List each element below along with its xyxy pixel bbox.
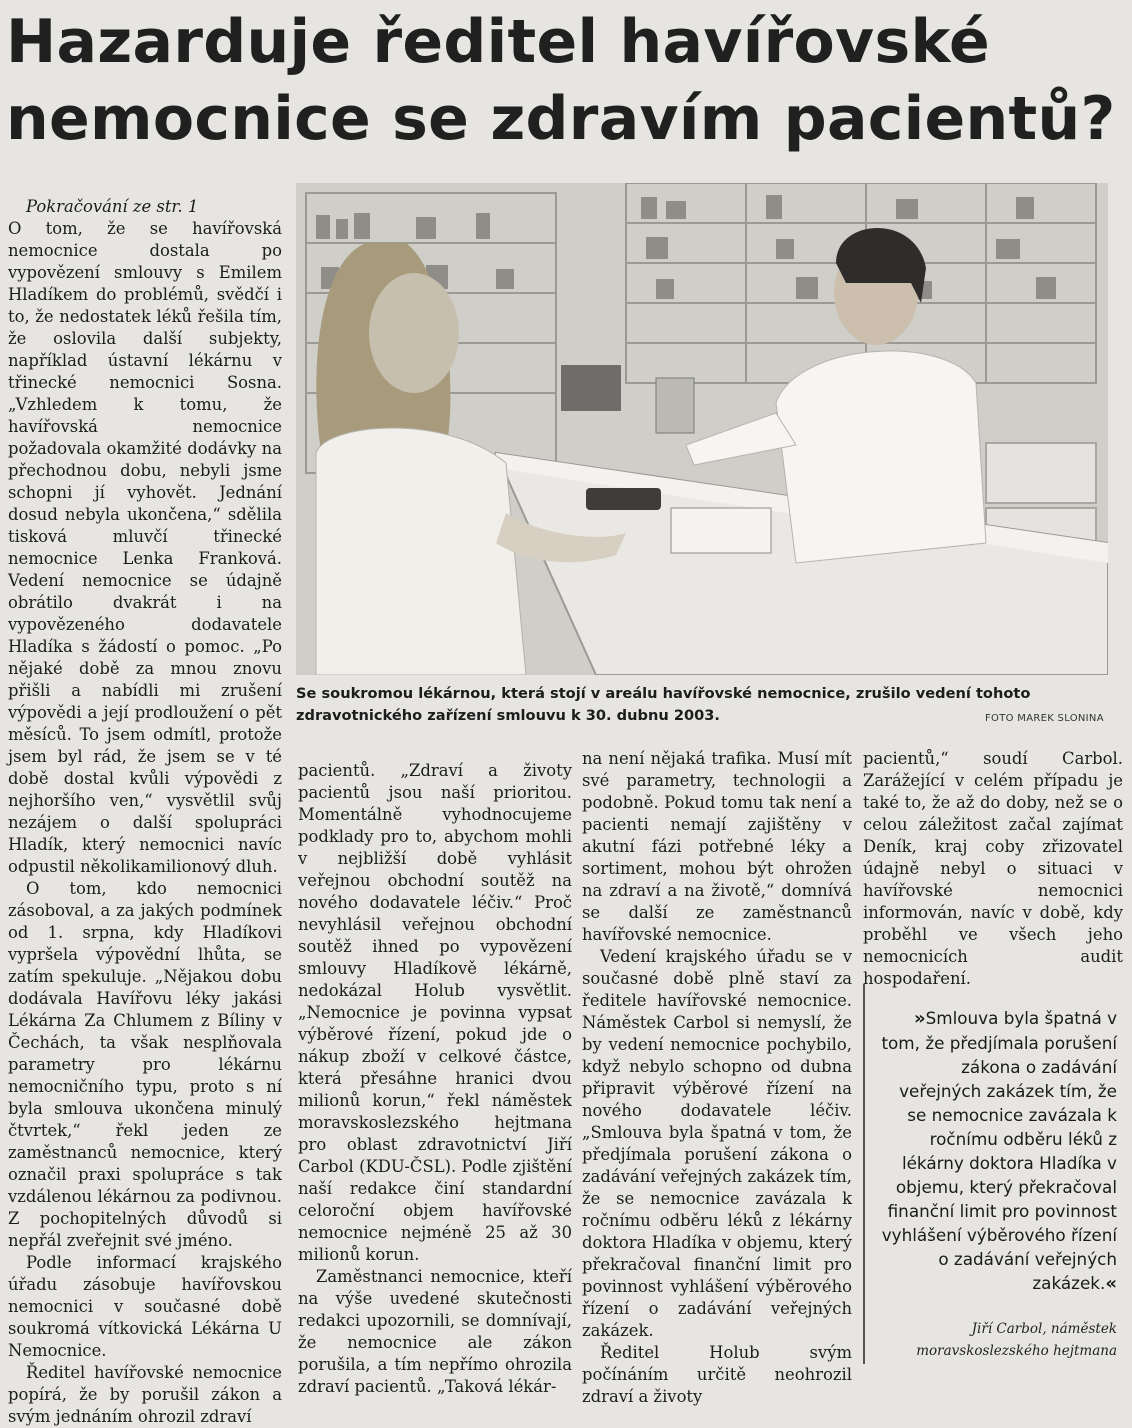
headline-line-2: nemocnice se zdravím pacientů?: [6, 84, 1116, 154]
article-column-2: [298, 760, 572, 1398]
paragraph: pacientů. „Zdraví a životy pacientů jsou naší prioritou. Momentálně vyhodnocujeme podklady pro to, abychom mohli v nejbližší době vyhlásit veřejnou obchodní soutěž na nového dodavatele léčiv.“ Proč nevyhlásil veřejnou obchodní soutěž ihned po vypovězení smlouvy Hladíkově lékárně, nedokázal Holub vysvětlit. „Nemocnice je povinna vypsat výběrové řízení, pokud jde o nákup zboží v celkové částce, která přesáhne hranici dvou milionů korun,“ řekl náměstek moravskoslezského hejtmana pro oblast zdravotnictví Jiří Carbol (KDU-ČSL). Podle zjištění naší redakce činí standardní celoroční objem havířovské nemocnice nejméně 25 až 30 milionů korun.: [298, 761, 572, 1264]
paragraph: na není nějaká trafika. Musí mít své parametry, technologii a podobně. Pokud tomu tak není a pacienti nemají zajištěny v akutní fázi potřebné léky a sortiment, mohou být ohrožen na zdraví a na životě,“ domnívá se další ze zaměstnanců havířovské nemocnice.: [582, 749, 852, 944]
headline: [6, 4, 1126, 158]
article-column-3: [582, 748, 852, 1408]
article-column-1: [8, 196, 282, 1428]
paragraph: Vedení krajského úřadu se v současné době plně staví za ředitele havířovské nemocnice. Náměstek Carbol si nemyslí, že by vedení nemocnice pochybilo, když nebylo schopno od dubna připravit výběrové řízení na nového dodavatele léčiv. „Smlouva byla špatná v tom, že předjímala porušení zákona o zadávání veřejných zakázek tím, že se nemocnice zavázala k ročnímu odběru léků z lékárny doktora Hladíka v objemu, který překračoval finanční limit pro povinnost vyhlášení výběrového řízení o zadávání veřejných zakázek.: [582, 947, 852, 1340]
pull-quote-body: Smlouva byla špatná v tom, že předjímala porušení zákona o zadávání veřejných zakázek tím, že se nemocnice zavázala k ročnímu odběru léků z lékárny doktora Hladíka v objemu, který překračoval finanční limit pro povinnost vyhlášení výběrového řízení o zadávání veřejných zakázek.: [881, 1008, 1117, 1293]
photo-caption: Se soukromou lékárnou, která stojí v areálu havířovské nemocnice, zrušilo vedení tohoto zdravotnického zařízení smlouvu k 30. dubnu 2003.: [296, 685, 1031, 724]
pharmacy-photo: [296, 183, 1108, 675]
paragraph: O tom, kdo nemocnici zásoboval, a za jakých podmínek od 1. srpna, kdy Hladíkovi vypršela výpovědní lhůta, se zatím spekuluje. „Nějakou dobu dodávala Havířovu léky jakási Lékárna Za Chlumem z Bíliny v Čechách, ta však nesplňovala parametry pro lékárnu nemocničního typu, proto s ní byla smlouva ukončena minulý čtvrtek,“ řekl jeden ze zaměstnanců nemocnice, který označil praxi spolupráce s tak vzdálenou lékárnou za podivnou. Z pochopitelných důvodů si nepřál zveřejnit své jméno.: [8, 879, 282, 1250]
quote-close-mark: «: [1105, 1273, 1117, 1294]
paragraph: Podle informací krajského úřadu zásobuje havířovskou nemocnici v současné době soukromá vítkovická Lékárna U Nemocnice.: [8, 1253, 282, 1360]
continuation-note: Pokračování ze str. 1: [26, 197, 199, 216]
paragraph: O tom, že se havířovská nemocnice dostala po vypovězení smlouvy s Emilem Hladíkem do problémů, svědčí i to, že nedostatek léků řešila tím, že oslovila další subjekty, například ústavní lékárnu v třinecké nemocnici Sosna. „Vzhledem k tomu, že havířovská nemocnice požadovala okamžité dodávky na přechodnou dobu, nebyli jsme schopni jí vyhovět. Jednání dosud nebyla ukončena,“ sdělila tisková mluvčí třinecké nemocnice Lenka Franková. Vedení nemocnice se údajně obrátilo dvakrát i na vypovězeného dodavatele Hladíka s žádostí o pomoc. „Po nějaké době za mnou znovu přišli a nabídli mi zrušení výpovědi a její prodloužení o pět měsíců. To jsem odmítl, protože jsem byl rád, že jsem se v té době dostal kvůli výpovědi z nejhoršího ven,“ vysvětlil svůj nezájem o další spolupráci Hladík, který nemocnici navíc odpustil několikamilionový dluh.: [8, 219, 282, 876]
pull-quote-author: Jiří Carbol, náměstek moravskoslezského hejtmana: [916, 1321, 1117, 1359]
pharmacy-photo-illustration: [296, 183, 1108, 675]
headline-line-1: Hazarduje ředitel havířovské: [6, 7, 991, 77]
paragraph: Zaměstnanci nemocnice, kteří na výše uvedené skutečnosti redakci upozornili, se domnívají, že nemocnice ale zákon porušila, a tím nepřímo ohrozila zdraví pacientů. „Taková lékár-: [298, 1267, 572, 1396]
quote-open-mark: »: [913, 1008, 926, 1029]
photo-credit: FOTO MAREK SLONINA: [985, 713, 1104, 724]
paragraph: Ředitel Holub svým počínáním určitě neohrozil zdraví a životy: [582, 1343, 852, 1406]
paragraph: pacientů,“ soudí Carbol. Zarážející v celém případu je také to, že až do doby, než se o celou záležitost začal zajímat Deník, kraj coby zřizovatel údajně nebyl o situaci v havířovské nemocnici informován, navíc v době, kdy proběhl ve všech jeho nemocnicích audit hospodaření.: [863, 749, 1123, 988]
paragraph: Ředitel havířovské nemocnice popírá, že by porušil zákon a svým jednáním ohrozil zdraví: [8, 1363, 282, 1426]
article-column-4: [863, 748, 1123, 990]
pull-quote: [863, 984, 1123, 1364]
pull-quote-text: [879, 1006, 1117, 1296]
